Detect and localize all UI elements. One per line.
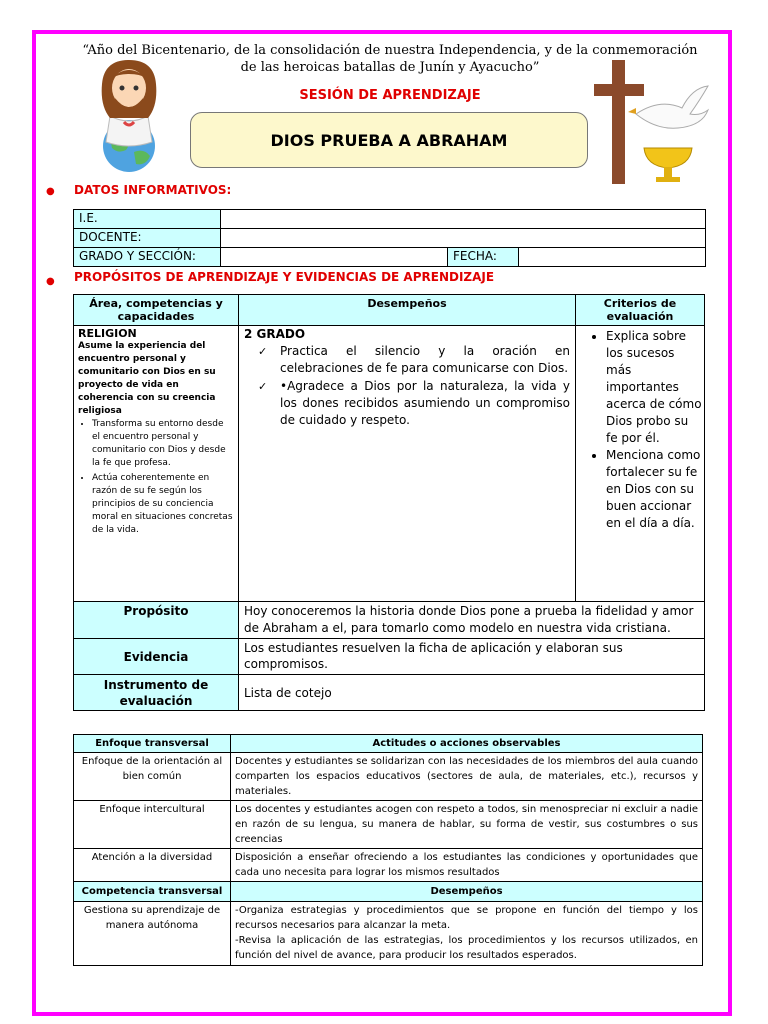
desempeno-item: ✓ •Agradece a Dios por la naturaleza, la vida y los dones recibidos asumiendo un compromiso de cuidado y respeto. (280, 378, 570, 429)
enfoque-name: Enfoque intercultural (74, 801, 231, 849)
capacidad-item: • Transforma su entorno desde el encuentro personal y comunitario con Dios y desde la fe que profesa. (92, 418, 234, 470)
competencia-text: Asume la experiencia del encuentro personal y comunitario con Dios en su proyecto de vida en coherencia con su creencia religiosa (78, 341, 216, 416)
header-actitudes: Actitudes o acciones observables (231, 735, 703, 753)
docente-value[interactable] (221, 229, 706, 248)
enfoque-text: Docentes y estudiantes se solidarizan con las necesidades de los miembros del aula cuando comparten los espacios educativos (sectores de aula, de materiales, etc.), recursos y materiales. (231, 753, 703, 801)
proposito-text: Hoy conoceremos la historia donde Dios pone a prueba la fidelidad y amor de Abraham a el, para tomarlo como modelo en nuestra vida cristiana. (239, 602, 705, 639)
criterio-item: • Explica sobre los sucesos más importantes acerca de cómo Dios probo su fe por él. (606, 328, 702, 447)
competencia-line: -Revisa la aplicación de las estrategias, los procedimientos y los recursos utilizados, en función del nivel de avance, para producir los resultados esperados. (235, 935, 698, 961)
instrumento-text: Lista de cotejo (239, 675, 705, 711)
session-title: DIOS PRUEBA A ABRAHAM (270, 130, 508, 150)
enfoque-name: Atención a la diversidad (74, 849, 231, 882)
propositos-heading: PROPÓSITOS DE APRENDIZAJE Y EVIDENCIAS DE APRENDIZAJE (74, 270, 495, 284)
evidencia-label: Evidencia (74, 639, 239, 675)
capacidad-item: • Actúa coherentemente en razón de su fe según los principios de su conciencia moral en situaciones concretas de la vida. (92, 472, 234, 537)
competencia-line: -Organiza estrategias y procedimientos que se propone en función del tiempo y los recursos necesarios para alcanzar la meta. (235, 905, 698, 931)
competencia-transversal-cell (231, 902, 703, 966)
grado-text: 2 GRADO (244, 327, 306, 341)
enfoque-text: Disposición a enseñar ofreciendo a los estudiantes las condiciones y oportunidades que cada uno necesita para lograr los mismos resultados (231, 849, 703, 882)
ie-label: I.E. (74, 210, 221, 229)
enfoques-table (73, 734, 703, 966)
enfoque-name: Enfoque de la orientación al bien común (74, 753, 231, 801)
fecha-value[interactable] (519, 248, 706, 267)
docente-label: DOCENTE: (74, 229, 221, 248)
header-enfoque: Enfoque transversal (74, 735, 231, 753)
grado-label: GRADO Y SECCIÓN: (74, 248, 221, 267)
datos-table (73, 209, 706, 267)
desempeno-item: ✓ Practica el silencio y la oración en celebraciones de fe para comunicarse con Dios. (280, 343, 570, 377)
bullet-icon: ● (46, 276, 55, 287)
session-title-box (190, 112, 588, 168)
proposito-label: Propósito (74, 602, 239, 639)
motto-line-2: de las heroicas batallas de Junín y Ayacucho” (240, 60, 540, 75)
ie-value[interactable] (221, 210, 706, 229)
header-criterios: Criterios de evaluación (576, 295, 705, 326)
desempenos-cell (239, 326, 576, 602)
enfoque-text: Los docentes y estudiantes acogen con respeto a todos, sin menospreciar ni excluir a nadie en razón de su lengua, su manera de hablar, su forma de vestir, sus costumbres o sus creencias (231, 801, 703, 849)
header-area: Área, competencias y capacidades (74, 295, 239, 326)
bullet-icon: ● (46, 186, 55, 197)
header-competencia: Competencia transversal (74, 882, 231, 902)
instrumento-label: Instrumento de evaluación (74, 675, 239, 711)
grado-value[interactable] (221, 248, 448, 267)
header-desempenos-transversal: Desempeños (231, 882, 703, 902)
motto (60, 42, 720, 76)
propositos-table (73, 294, 705, 711)
datos-heading: DATOS INFORMATIVOS: (74, 183, 232, 197)
area-title: RELIGION (78, 327, 137, 340)
header-desempenos: Desempeños (239, 295, 576, 326)
criterio-item: • Menciona como fortalecer su fe en Dios con su buen accionar en el día a día. (606, 447, 702, 532)
area-cell (74, 326, 239, 602)
motto-line-1: “Año del Bicentenario, de la consolidación de nuestra Independencia, y de la conmemoración (82, 43, 698, 58)
competencia-transversal-name: Gestiona su aprendizaje de manera autónoma (74, 902, 231, 966)
criterios-cell (576, 326, 705, 602)
evidencia-text: Los estudiantes resuelven la ficha de aplicación y elaboran sus compromisos. (239, 639, 705, 675)
fecha-label: FECHA: (448, 248, 519, 267)
session-label: SESIÓN DE APRENDIZAJE (299, 88, 481, 103)
